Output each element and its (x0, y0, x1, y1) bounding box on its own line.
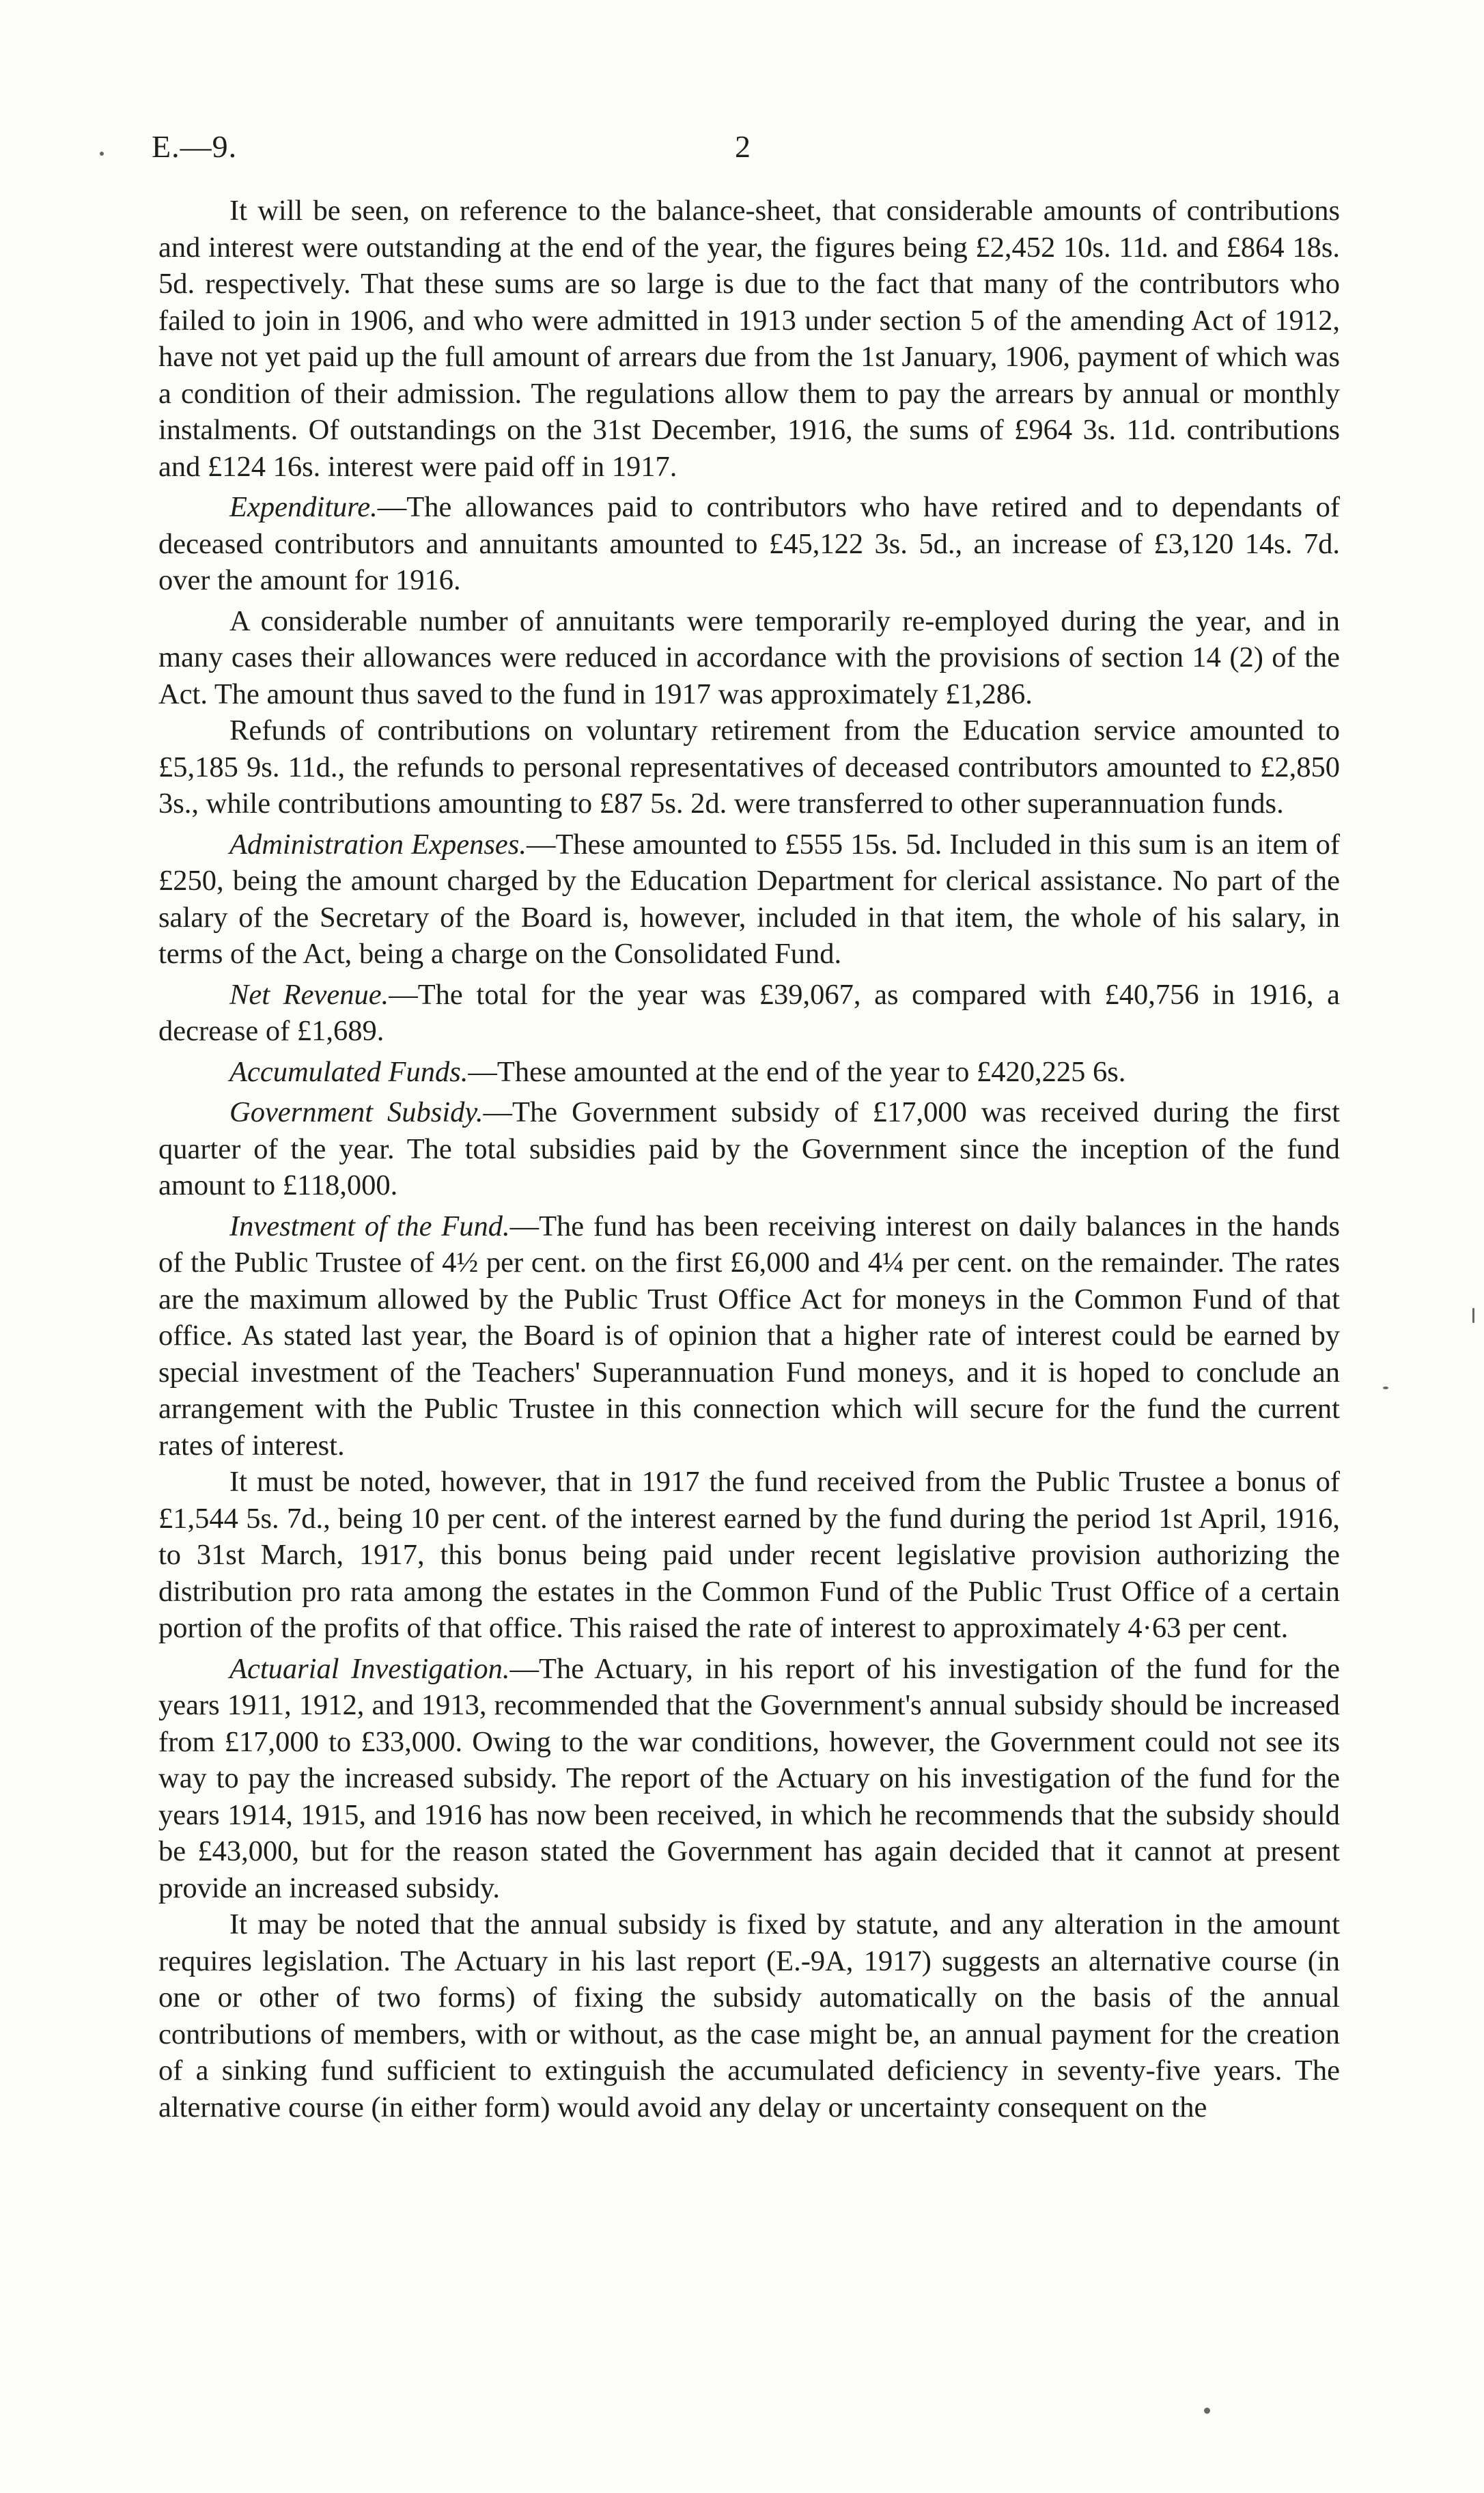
paragraph-government-subsidy (158, 1094, 1340, 1204)
paragraph-text: —The fund has been receiving interest on daily balances in the hands of the Public Trustee of 4½ per cent. on the first £6,000 and 4¼ per cent. on the remainder. The rates are the maximum allowed by the Public Trust Office Act for moneys in the Common Fund of that office. As stated last year, the Board is of opinion that a higher rate of interest could be earned by special investment of the Teachers' Superannuation Fund moneys, and it is hoped to conclude an arrangement with the Public Trustee in this connection which will secure for the fund the current rates of interest. (158, 1210, 1340, 1462)
paragraph-reemployed-annuitants (158, 603, 1340, 713)
report-reference: E.—9. (152, 129, 238, 164)
paragraph-text: —The allowances paid to contributors who have retired and to dependants of deceased contributors and annuitants amounted to £45,122 3s. 5d., an increase of £3,120 14s. 7d. over the amount for 1916. (158, 491, 1340, 596)
paragraph-public-trustee-bonus (158, 1464, 1340, 1647)
paragraph-administration-expenses (158, 826, 1340, 973)
document-body (158, 193, 1340, 2126)
paragraph-text: —These amounted at the end of the year to £420,225 6s. (468, 1055, 1126, 1088)
paragraph-heading-actuarial-investigation: Actuarial Investigation. (229, 1652, 510, 1685)
paragraph-investment-of-fund (158, 1208, 1340, 1464)
paragraph-text: A considerable number of annuitants were temporarily re-employed during the year, and in many cases their allowances were reduced in accordance with the provisions of section 14 (2) of the Act. The amount thus saved to the fund in 1917 was approximately £1,286. (158, 604, 1340, 710)
paragraph-text: —These amounted to £555 15s. 5d. Included in this sum is an item of £250, being the amount charged by the Education Department for clerical assistance. No part of the salary of the Secretary of the Board is, however, included in that item, the whole of his salary, in terms of the Act, being a charge on the Consolidated Fund. (158, 828, 1340, 970)
paragraph-refunds (158, 712, 1340, 822)
paragraph-text: —The Actuary, in his report of his investigation of the fund for the years 1911, 1912, and 1913, recommended that the Government's annual subsidy should be increased from £17,000 to £33,000. Owing to the war conditions, however, the Government could not see its way to pay the increased subsidy. The report of the Actuary on his investigation of the fund for the years 1914, 1915, and 1916 has now been received, in which he recommends that the subsidy should be £43,000, but for the reason stated the Government has again decided that it cannot at present provide an increased subsidy. (158, 1652, 1340, 1904)
paragraph-text: —The Government subsidy of £17,000 was received during the first quarter of the year. The total subsidies paid by the Government since the inception of the fund amount to £118,000. (158, 1096, 1340, 1201)
paragraph-text: It will be seen, on reference to the balance-sheet, that considerable amounts of contributions and interest were outstanding at the end of the year, the figures being £2,452 10s. 11d. and £864 18s. 5d. respectively. That these sums are so large is due to the fact that many of the contributors who failed to join in 1906, and who were admitted in 1913 under section 5 of the amending Act of 1912, have not yet paid up the full amount of arrears due from the 1st January, 1906, payment of which was a condition of their admission. The regulations allow them to pay the arrears by annual or monthly instalments. Of outstandings on the 31st December, 1916, the sums of £964 3s. 11d. contributions and £124 16s. interest were paid off in 1917. (158, 195, 1340, 483)
paragraph-net-revenue (158, 977, 1340, 1050)
scan-speck (1204, 2408, 1210, 2414)
paragraph-heading-net-revenue: Net Revenue. (229, 978, 389, 1011)
page-number: 2 (735, 129, 751, 164)
paragraph-heading-administration-expenses: Administration Expenses. (229, 828, 527, 861)
paragraph-heading-expenditure: Expenditure. (229, 491, 378, 523)
paragraph-heading-investment-of-fund: Investment of the Fund. (229, 1210, 510, 1242)
paragraph-heading-government-subsidy: Government Subsidy. (229, 1096, 484, 1128)
paragraph-subsidy-statute (158, 1906, 1340, 2126)
scan-speck (1472, 1308, 1474, 1323)
paragraph-text: It must be noted, however, that in 1917 the fund received from the Public Trustee a bonus of £1,544 5s. 7d., being 10 per cent. of the interest earned by the fund during the period 1st April, 1916, to 31st March, 1917, this bonus being paid under recent legislative provision authorizing the distribution pro rata among the estates in the Common Fund of the Public Trust Office of a certain portion of the profits of that office. This raised the rate of interest to approximately 4·63 per cent. (158, 1466, 1340, 1644)
paragraph-text: It may be noted that the annual subsidy is fixed by statute, and any alteration in the amount requires legislation. The Actuary in his last report (E.-9A, 1917) suggests an alternative course (in one or other of two forms) of fixing the subsidy automatically on the basis of the annual contributions of members, with or without, as the case might be, an annual payment for the creation of a sinking fund sufficient to extinguish the accumulated deficiency in seventy-five years. The alternative course (in either form) would avoid any delay or uncertainty consequent on the (158, 1908, 1340, 2123)
paragraph-actuarial-investigation (158, 1651, 1340, 1907)
scan-speck (1383, 1387, 1388, 1389)
paragraph-text: Refunds of contributions on voluntary retirement from the Education service amounted to £5,185 9s. 11d., the refunds to personal representatives of deceased contributors amounted to £2,850 3s., while contributions amounting to £87 5s. 2d. were transferred to other superannuation funds. (158, 714, 1340, 820)
paragraph-accumulated-funds (158, 1054, 1340, 1091)
paragraph-outstanding-contributions (158, 193, 1340, 485)
scan-speck (100, 152, 104, 156)
paragraph-text: —The total for the year was £39,067, as compared with £40,756 in 1916, a decrease of £1,689. (158, 978, 1341, 1047)
paragraph-heading-accumulated-funds: Accumulated Funds. (229, 1055, 468, 1088)
paragraph-expenditure (158, 489, 1340, 599)
